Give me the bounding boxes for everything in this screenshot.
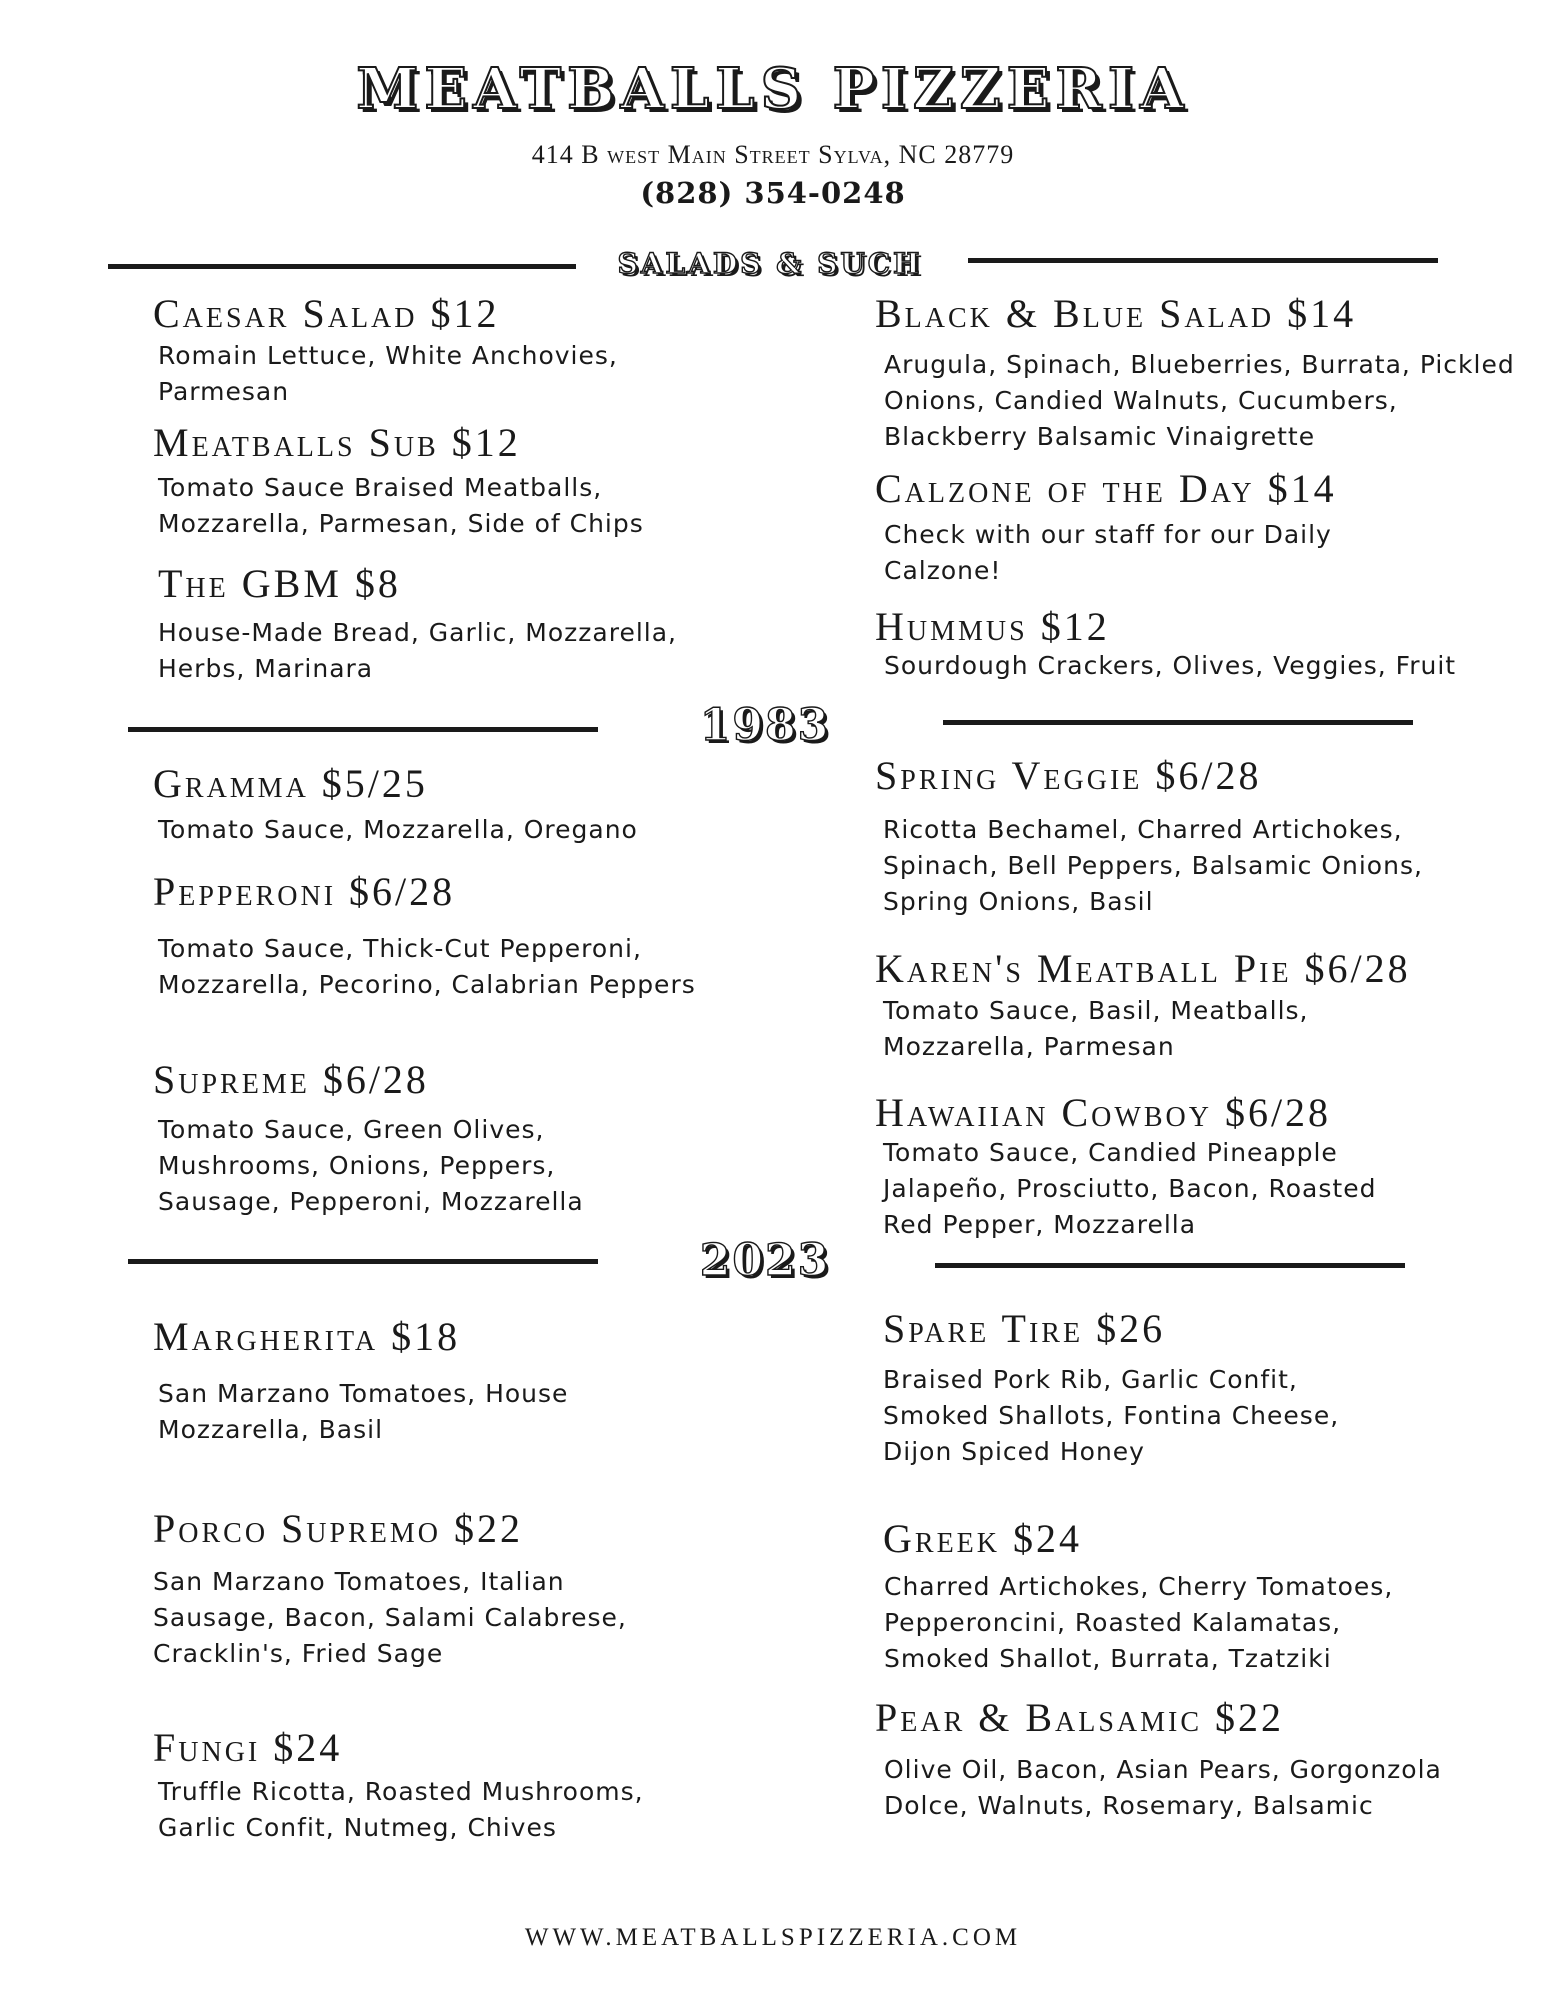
menu-item-description: Arugula, Spinach, Blueberries, Burrata, Pickled Onions, Candied Walnuts, Cucumbers, Blackberry Balsamic Vinaigrette [884,350,1515,451]
restaurant-phone: (828) 354-0248 [640,176,906,210]
divider-rule [968,258,1438,263]
menu-item-description: Tomato Sauce Braised Meatballs, Mozzarella, Parmesan, Side of Chips [158,473,644,538]
menu-item-name: Greek $24 [883,1516,1082,1561]
menu-item-description: Truffle Ricotta, Roasted Mushrooms, Garlic Confit, Nutmeg, Chives [158,1777,644,1842]
menu-item-name: Black & Blue Salad $14 [875,291,1357,336]
menu-item-description: Ricotta Bechamel, Charred Artichokes, Spinach, Bell Peppers, Balsamic Onions, Spring Onions, Basil [883,815,1423,916]
menu-item-name: Hummus $12 [875,604,1110,649]
menu-item-name: The GBM $8 [158,561,401,606]
menu-item-description: Tomato Sauce, Thick-Cut Pepperoni, Mozzarella, Pecorino, Calabrian Peppers [158,934,696,999]
menu-item-name: Supreme $6/28 [153,1057,429,1102]
menu-item-name: Fungi $24 [153,1725,343,1770]
menu-item-name: Calzone of the Day $14 [875,466,1337,511]
menu-item-description: Olive Oil, Bacon, Asian Pears, Gorgonzola Dolce, Walnuts, Rosemary, Balsamic [884,1755,1442,1820]
menu-item-description: Sourdough Crackers, Olives, Veggies, Fruit [884,651,1457,680]
divider-rule [128,1259,598,1264]
menu-item-name: Pear & Balsamic $22 [875,1695,1285,1740]
menu-item-name: Gramma $5/25 [153,761,428,806]
menu-item-description: Tomato Sauce, Basil, Meatballs, Mozzarella, Parmesan [883,996,1309,1061]
section-title-2023: 2023 [699,1235,831,1286]
menu-item-name: Caesar Salad $12 [153,291,500,336]
menu-item-description: Charred Artichokes, Cherry Tomatoes, Pepperoncini, Roasted Kalamatas, Smoked Shallot, Burrata, Tzatziki [884,1572,1394,1673]
menu-item-name: Spring Veggie $6/28 [875,753,1262,798]
menu-item-description: Braised Pork Rib, Garlic Confit, Smoked Shallots, Fontina Cheese, Dijon Spiced Honey [883,1365,1340,1466]
menu-item-description: House-Made Bread, Garlic, Mozzarella, Herbs, Marinara [158,618,677,683]
restaurant-address: 414 B west Main Street Sylva, NC 28779 [531,140,1015,169]
divider-rule [108,264,576,269]
menu-item-name: Hawaiian Cowboy $6/28 [875,1090,1332,1135]
menu-item-description: Tomato Sauce, Mozzarella, Oregano [158,815,638,844]
menu-item-description: Romain Lettuce, White Anchovies, Parmesan [158,341,618,406]
menu-item-description: San Marzano Tomatoes, Italian Sausage, Bacon, Salami Calabrese, Cracklin's, Fried Sage [153,1567,627,1668]
divider-rule [943,720,1413,725]
menu-item-name: Pepperoni $6/28 [153,869,456,914]
menu-item-name: Meatballs Sub $12 [153,420,521,465]
divider-rule [128,727,598,732]
menu-item-description: Tomato Sauce, Green Olives, Mushrooms, Onions, Peppers, Sausage, Pepperoni, Mozzarella [158,1115,584,1216]
section-title-1983: 1983 [699,700,831,751]
menu-item-description: Check with our staff for our Daily Calzone! [884,520,1332,585]
section-title-salads: SALADS & SUCH [617,247,923,280]
divider-rule [935,1263,1405,1268]
menu-item-name: Margherita $18 [153,1314,461,1359]
restaurant-name: MEATBALLS PIZZERIA [356,56,1190,122]
menu-item-name: Spare Tire $26 [883,1306,1166,1351]
menu-item-name: Porco Supremo $22 [153,1506,523,1551]
menu-item-description: Tomato Sauce, Candied Pineapple Jalapeño, Prosciutto, Bacon, Roasted Red Pepper, Mozzarella [883,1138,1377,1239]
menu-item-name: Karen's Meatball Pie $6/28 [875,946,1411,991]
menu-item-description: San Marzano Tomatoes, House Mozzarella, Basil [158,1379,569,1444]
website-link[interactable]: WWW.MEATBALLSPIZZERIA.COM [524,1924,1022,1951]
